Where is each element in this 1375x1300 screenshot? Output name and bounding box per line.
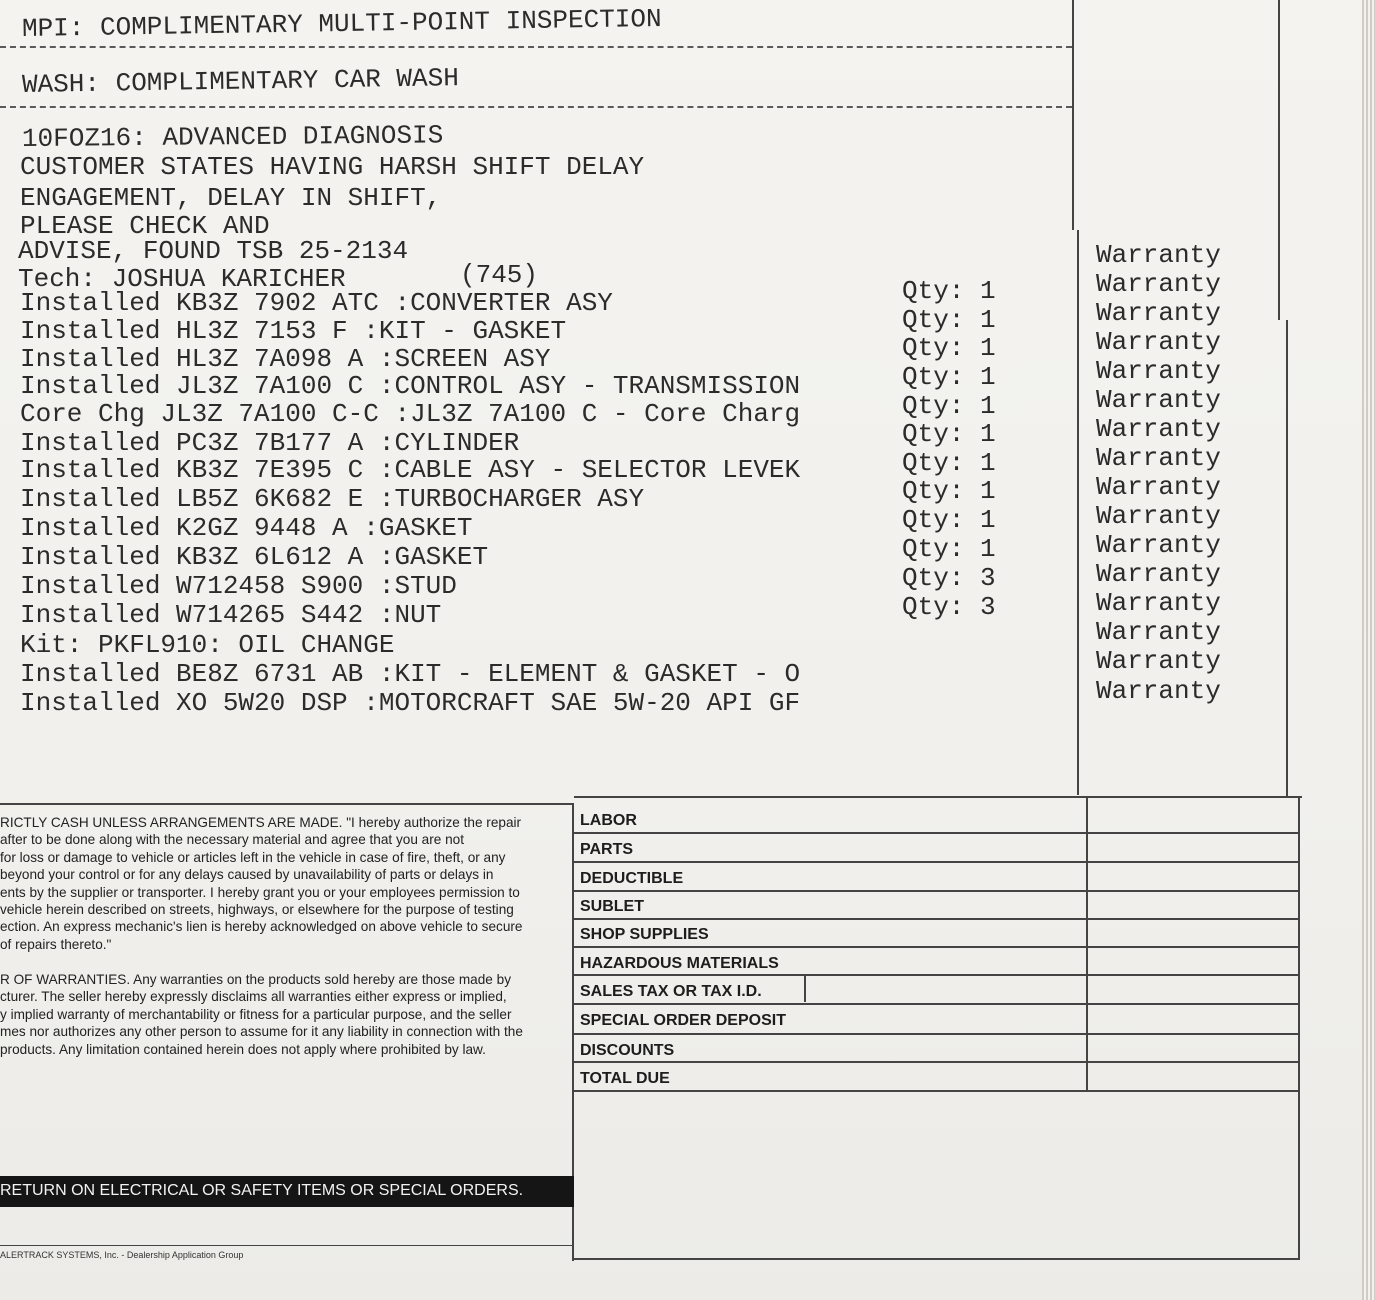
part-line: Installed LB5Z 6K682 E :TURBOCHARGER ASY bbox=[20, 484, 645, 514]
tax-id-divider bbox=[804, 974, 806, 1002]
totals-bottom-border bbox=[574, 1258, 1300, 1260]
mpi-operation: MPI: COMPLIMENTARY MULTI-POINT INSPECTION bbox=[21, 3, 662, 44]
qty-value: Qty: 1 bbox=[902, 333, 996, 363]
pay-type: Warranty bbox=[1096, 298, 1221, 328]
pay-type: Warranty bbox=[1096, 356, 1221, 386]
pay-type: Warranty bbox=[1096, 269, 1221, 299]
part-line: Installed KB3Z 7E395 C :CABLE ASY - SELECTOR LEVEK bbox=[20, 455, 801, 485]
qty-value: Qty: 1 bbox=[902, 476, 996, 506]
footer-rule bbox=[0, 1245, 572, 1246]
totals-right-border bbox=[1298, 796, 1300, 1258]
part-line: Installed KB3Z 7902 ATC :CONVERTER ASY bbox=[20, 288, 613, 318]
sales-tax-label: SALES TAX OR TAX I.D. bbox=[580, 983, 762, 1000]
totals-row-line bbox=[574, 832, 1300, 834]
totals-amount-divider bbox=[1086, 796, 1088, 1090]
totals-row-line bbox=[574, 974, 1300, 976]
pay-type: Warranty bbox=[1096, 240, 1221, 270]
section-top-border bbox=[574, 796, 1302, 798]
shop-supplies-label: SHOP SUPPLIES bbox=[580, 926, 709, 943]
qty-value: Qty: 1 bbox=[902, 362, 996, 392]
totals-row-line bbox=[574, 861, 1300, 863]
qty-value: Qty: 3 bbox=[902, 592, 996, 622]
totals-row-line bbox=[574, 1090, 1300, 1092]
part-line: Installed PC3Z 7B177 A :CYLINDER bbox=[20, 428, 520, 458]
paper-stack-edge bbox=[1362, 0, 1375, 1300]
totals-row-line bbox=[574, 1061, 1300, 1063]
pay-type: Warranty bbox=[1096, 443, 1221, 473]
part-line: Installed KB3Z 6L612 A :GASKET bbox=[20, 542, 489, 572]
special-order-deposit-label: SPECIAL ORDER DEPOSIT bbox=[580, 1012, 786, 1029]
pay-type: Warranty bbox=[1096, 530, 1221, 560]
pay-type: Warranty bbox=[1096, 414, 1221, 444]
authorization-terms: RICTLY CASH UNLESS ARRANGEMENTS ARE MADE. "I hereby authorize the repair after to be done along with the necessary material and agree that you are not for loss or damage to vehicle or articles left in the vehicle in case of fire, theft, or any beyond your control or for any delays caused by unavailability of parts or delays in ents by the supplier or transporter. I hereby grant you or your employees permission to vehicle herein described on streets, highways, or elsewhere for the purpose of testing ection. An express mechanic's lien is hereby acknowledged on above vehicle to secure of repairs thereto." bbox=[0, 815, 523, 952]
parts-label: PARTS bbox=[580, 841, 634, 858]
pay-type: Warranty bbox=[1096, 646, 1221, 676]
pay-type: Warranty bbox=[1096, 559, 1221, 589]
repair-code-line: 10FOZ16: ADVANCED DIAGNOSIS bbox=[21, 120, 444, 154]
qty-value: Qty: 1 bbox=[902, 505, 996, 535]
qty-value: Qty: 1 bbox=[902, 448, 996, 478]
part-line: Installed W714265 S442 :NUT bbox=[20, 600, 442, 630]
qty-value: Qty: 1 bbox=[902, 305, 996, 335]
tech-name: Tech: JOSHUA KARICHER bbox=[18, 264, 346, 294]
pay-type: Warranty bbox=[1096, 501, 1221, 531]
pay-type: Warranty bbox=[1096, 617, 1221, 647]
pay-type: Warranty bbox=[1096, 588, 1221, 618]
warranty-disclaimer: R OF WARRANTIES. Any warranties on the products sold hereby are those made by cturer. The seller hereby expressly disclaims all warranties either express or implied, y implied warranty of merchantability or fitness for a particular purpose, and the seller mes nor authorizes any other person to assume for it any liability in connection with the products. Any limitation contained herein does not apply where prohibited by law. bbox=[0, 972, 523, 1057]
discounts-label: DISCOUNTS bbox=[580, 1042, 675, 1059]
return-policy-banner bbox=[0, 1176, 574, 1207]
column-divider bbox=[1072, 0, 1074, 230]
qty-value: Qty: 1 bbox=[902, 534, 996, 564]
pay-type: Warranty bbox=[1096, 676, 1221, 706]
return-policy-text: RETURN ON ELECTRICAL OR SAFETY ITEMS OR SPECIAL ORDERS. bbox=[0, 1182, 524, 1199]
part-line: Installed XO 5W20 DSP :MOTORCRAFT SAE 5W-20 API GF bbox=[20, 688, 801, 718]
sublet-label: SUBLET bbox=[580, 898, 644, 915]
kit-line: Kit: PKFL910: OIL CHANGE bbox=[20, 630, 395, 660]
story-line: PLEASE CHECK AND bbox=[20, 211, 270, 241]
section-top-border bbox=[0, 803, 574, 805]
dashed-separator bbox=[0, 106, 1072, 108]
column-divider bbox=[1278, 0, 1280, 320]
qty-value: Qty: 1 bbox=[902, 391, 996, 421]
part-line: Core Chg JL3Z 7A100 C-C :JL3Z 7A100 C - Core Charg bbox=[20, 399, 801, 429]
pay-type: Warranty bbox=[1096, 472, 1221, 502]
dashed-separator bbox=[0, 46, 1072, 48]
wash-operation: WASH: COMPLIMENTARY CAR WASH bbox=[21, 63, 460, 100]
pay-type: Warranty bbox=[1096, 327, 1221, 357]
pay-type: Warranty bbox=[1096, 385, 1221, 415]
part-line: Installed K2GZ 9448 A :GASKET bbox=[20, 513, 473, 543]
part-line: Installed JL3Z 7A100 C :CONTROL ASY - TRANSMISSION bbox=[20, 371, 801, 401]
part-line: Installed BE8Z 6731 AB :KIT - ELEMENT & GASKET - O bbox=[20, 659, 801, 689]
hazardous-materials-label: HAZARDOUS MATERIALS bbox=[580, 955, 779, 972]
column-divider bbox=[1077, 230, 1079, 795]
part-line: Installed HL3Z 7153 F :KIT - GASKET bbox=[20, 316, 567, 346]
story-line: CUSTOMER STATES HAVING HARSH SHIFT DELAY bbox=[20, 152, 645, 182]
qty-value: Qty: 1 bbox=[902, 419, 996, 449]
totals-row-line bbox=[574, 946, 1300, 948]
qty-value: Qty: 3 bbox=[902, 563, 996, 593]
part-line: Installed HL3Z 7A098 A :SCREEN ASY bbox=[20, 344, 551, 374]
labor-label: LABOR bbox=[580, 812, 637, 829]
total-due-label: TOTAL DUE bbox=[580, 1070, 670, 1087]
story-line: ADVISE, FOUND TSB 25-2134 bbox=[18, 236, 409, 266]
tech-id: (745) bbox=[460, 260, 539, 290]
qty-value: Qty: 1 bbox=[902, 276, 996, 306]
totals-row-line bbox=[574, 1033, 1300, 1035]
deductible-label: DEDUCTIBLE bbox=[580, 870, 684, 887]
part-line: Installed W712458 S900 :STUD bbox=[20, 571, 457, 601]
story-line: ENGAGEMENT, DELAY IN SHIFT, bbox=[20, 183, 442, 213]
totals-row-line bbox=[574, 890, 1300, 892]
totals-row-line bbox=[574, 1003, 1300, 1005]
vendor-footer: ALERTRACK SYSTEMS, Inc. - Dealership Application Group bbox=[0, 1250, 244, 1260]
column-divider bbox=[1286, 320, 1288, 796]
totals-row-line bbox=[574, 918, 1300, 920]
